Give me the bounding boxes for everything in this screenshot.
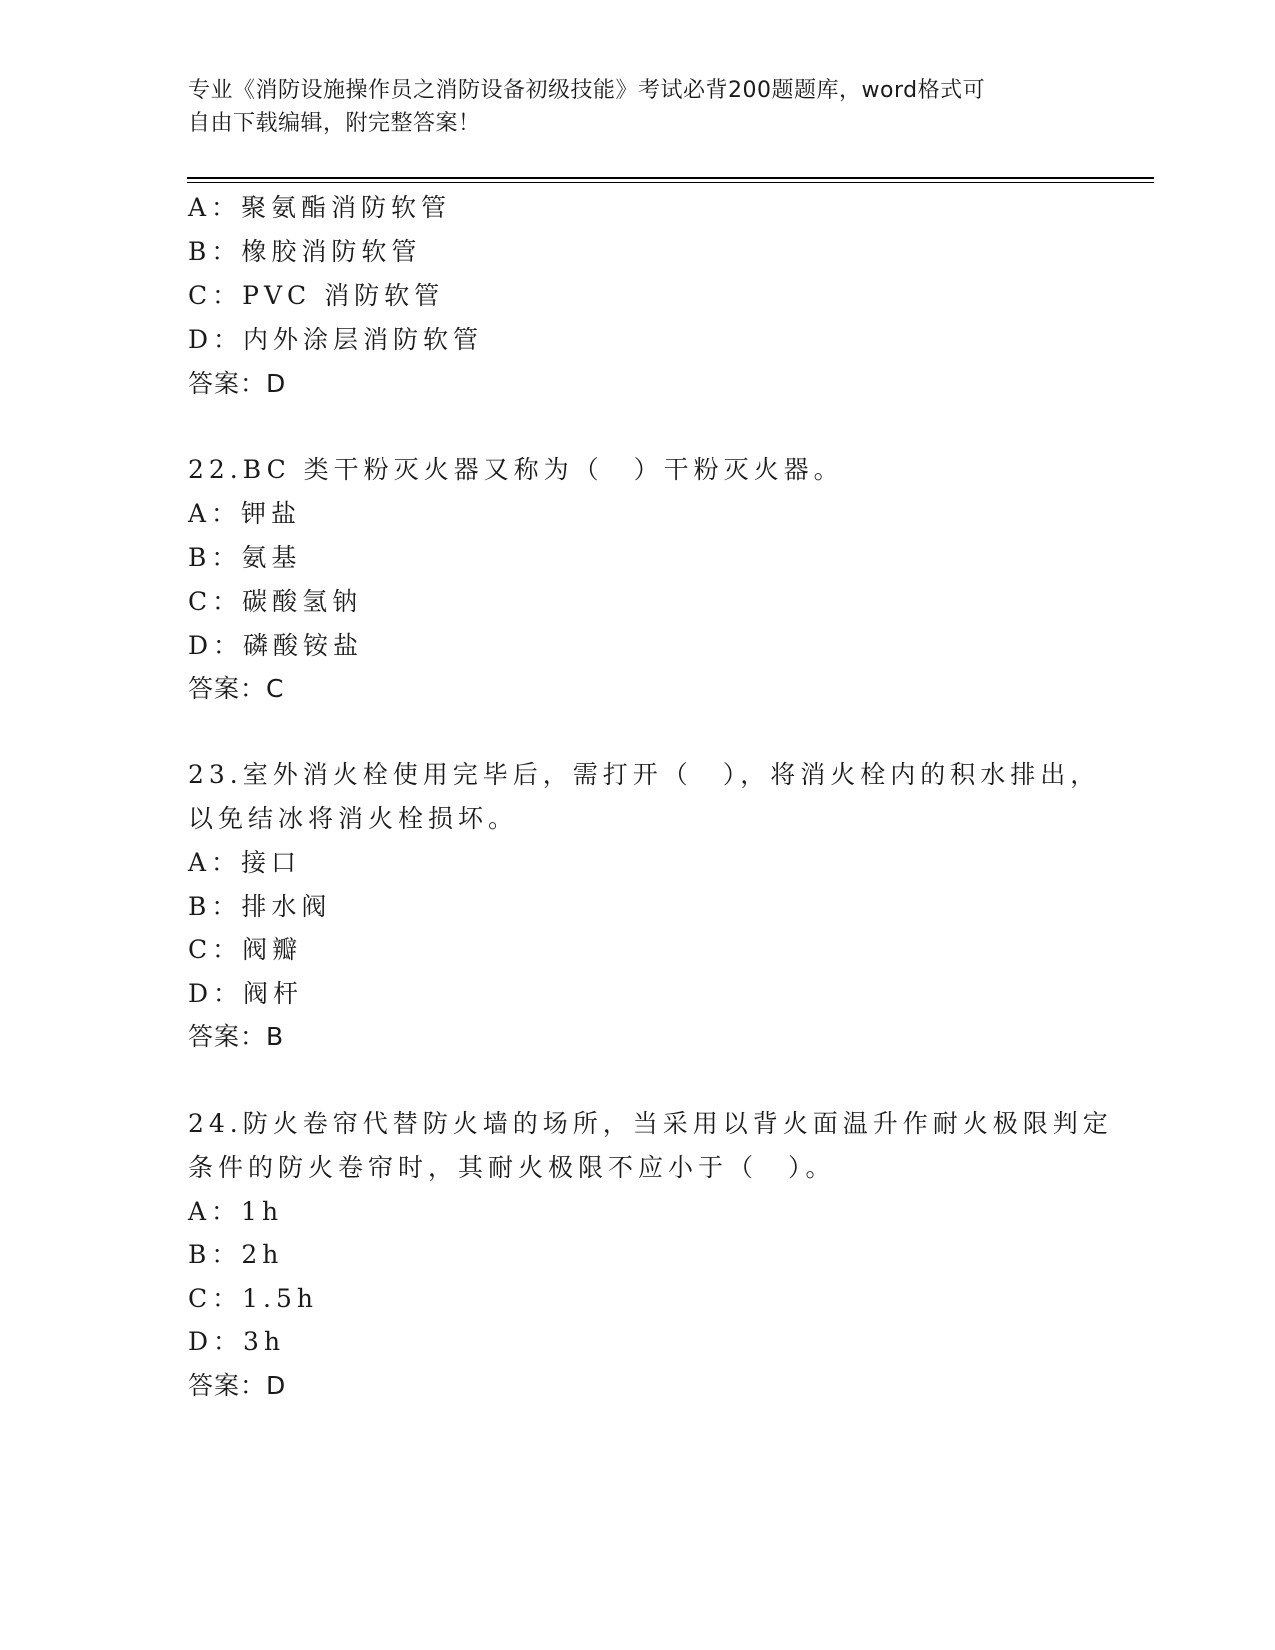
- q22-answer: 答案：C: [188, 674, 285, 703]
- q22-option-d: D：磷酸铵盐: [188, 631, 364, 660]
- q22-option-a: A：钾盐: [188, 499, 302, 528]
- q23-option-d: D：阀杆: [188, 979, 304, 1008]
- q24-answer: 答案：D: [188, 1371, 287, 1400]
- q24-option-b: B：2h: [188, 1240, 284, 1269]
- header-rule-thin: [187, 182, 1154, 183]
- document-header: [188, 74, 1068, 140]
- q21-answer: 答案：D: [188, 369, 287, 398]
- q23-stem-line-1: 23.室外消火栓使用完毕后，需打开（ ），将消火栓内的积水排出，: [188, 760, 1101, 789]
- q23-option-b: B：排水阀: [188, 892, 332, 921]
- q23-option-a: A：接口: [188, 848, 302, 877]
- q24-option-c: C：1.5h: [188, 1284, 318, 1313]
- q22-stem: 22.BC 类干粉灭火器又称为（ ）干粉灭火器。: [188, 455, 844, 484]
- q21-option-d: D：内外涂层消防软管: [188, 325, 484, 354]
- header-rule-thick: [187, 177, 1154, 179]
- q24-option-d: D：3h: [188, 1327, 286, 1356]
- q21-option-c: C：PVC 消防软管: [188, 281, 445, 310]
- q22-option-c: C：碳酸氢钠: [188, 587, 363, 616]
- q24-stem-line-2: 条件的防火卷帘时，其耐火极限不应小于（ ）。: [188, 1153, 836, 1182]
- q23-answer: 答案：B: [188, 1022, 285, 1051]
- q21-option-b: B：橡胶消防软管: [188, 237, 422, 266]
- q23-option-c: C：阀瓣: [188, 935, 303, 964]
- q23-stem-line-2: 以免结冰将消火栓损坏。: [188, 804, 519, 833]
- header-title-line-1: 专业《消防设施操作员之消防设备初级技能》考试必背200题题库，word格式可: [188, 78, 986, 103]
- q24-option-a: A：1h: [188, 1197, 284, 1226]
- q21-option-a: A：聚氨酯消防软管: [188, 193, 452, 222]
- q24-stem-line-1: 24.防火卷帘代替防火墙的场所，当采用以背火面温升作耐火极限判定: [188, 1109, 1113, 1138]
- q22-option-b: B：氨基: [188, 543, 302, 572]
- header-title-line-2: 自由下载编辑，附完整答案！: [188, 111, 481, 136]
